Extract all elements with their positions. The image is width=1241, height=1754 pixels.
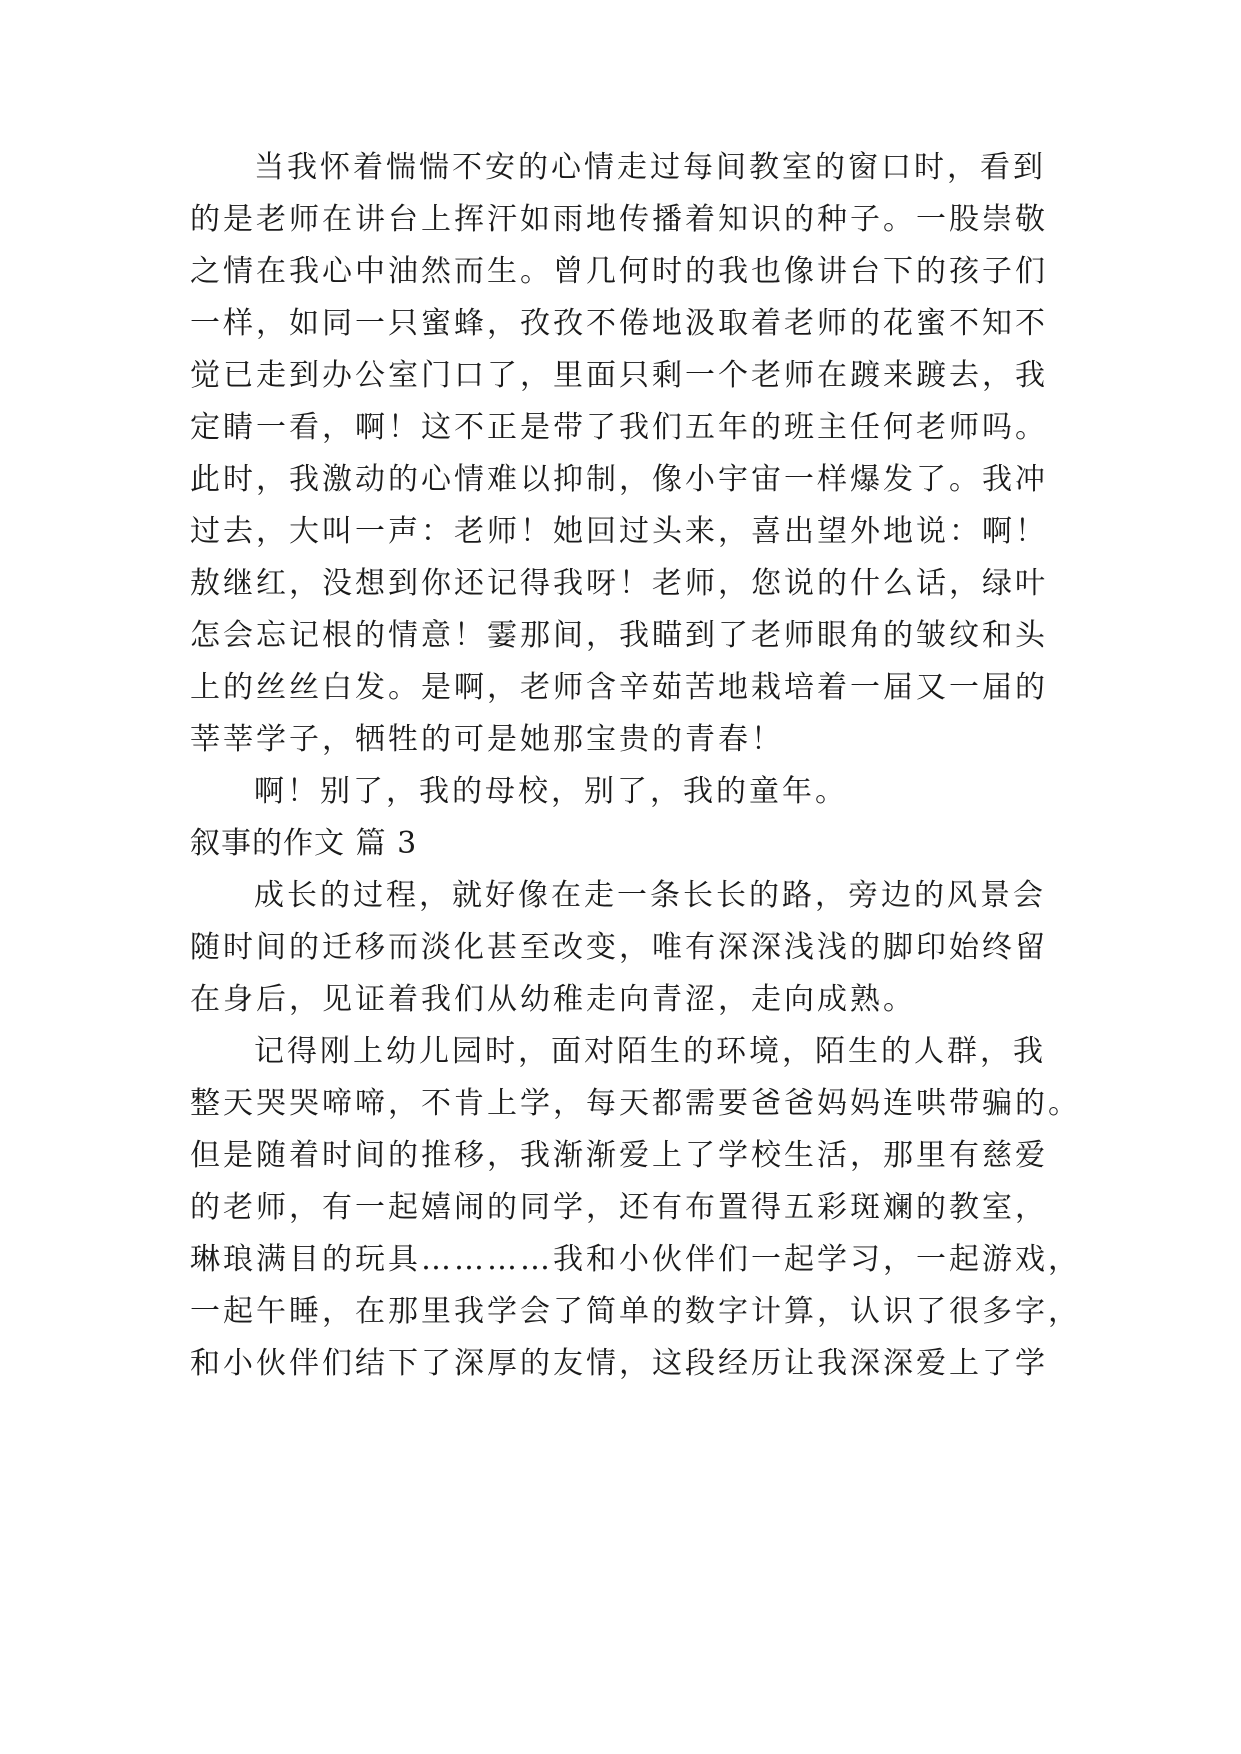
paragraph-line: 定睛一看，啊！这不正是带了我们五年的班主任何老师吗。 (190, 410, 1048, 445)
paragraph-line: 随时间的迁移而淡化甚至改变，唯有深深浅浅的脚印始终留 (190, 930, 1048, 965)
paragraph-line: 敖继红，没想到你还记得我呀！老师，您说的什么话，绿叶 (190, 566, 1048, 601)
paragraph-line: 上的丝丝白发。是啊，老师含辛茹苦地栽培着一届又一届的 (190, 670, 1048, 705)
paragraph-line: 一起午睡，在那里我学会了简单的数字计算，认识了很多字， (190, 1294, 1081, 1329)
paragraph-line: 之情在我心中油然而生。曾几何时的我也像讲台下的孩子们 (190, 254, 1048, 289)
paragraph-line: 莘莘学子，牺牲的可是她那宝贵的青春！ (190, 722, 784, 757)
paragraph-line: 的是老师在讲台上挥汗如雨地传播着知识的种子。一股崇敬 (190, 202, 1048, 237)
paragraph-line: 但是随着时间的推移，我渐渐爱上了学校生活，那里有慈爱 (190, 1138, 1048, 1173)
paragraph-line: 此时，我激动的心情难以抑制，像小宇宙一样爆发了。我冲 (190, 462, 1048, 497)
paragraph-line: 整天哭哭啼啼，不肯上学，每天都需要爸爸妈妈连哄带骗的。 (190, 1086, 1081, 1121)
paragraph-line: 的老师，有一起嬉闹的同学，还有布置得五彩斑斓的教室， (190, 1190, 1048, 1225)
paragraph-line: 当我怀着惴惴不安的心情走过每间教室的窗口时，看到 (254, 150, 1046, 185)
paragraph-line: 啊！别了，我的母校，别了，我的童年。 (254, 774, 848, 809)
paragraph-line: 和小伙伴们结下了深厚的友情，这段经历让我深深爱上了学 (190, 1346, 1048, 1381)
paragraph-line: 怎会忘记根的情意！霎那间，我瞄到了老师眼角的皱纹和头 (190, 618, 1048, 653)
section-heading: 叙事的作文 篇 3 (190, 826, 418, 861)
paragraph-line: 觉已走到办公室门口了，里面只剩一个老师在踱来踱去，我 (190, 358, 1048, 393)
paragraph-line: 在身后，见证着我们从幼稚走向青涩，走向成熟。 (190, 982, 916, 1017)
paragraph-line: 一样，如同一只蜜蜂，孜孜不倦地汲取着老师的花蜜不知不 (190, 306, 1048, 341)
paragraph-line: 琳琅满目的玩具…………我和小伙伴们一起学习，一起游戏， (190, 1242, 1081, 1277)
paragraph-line: 过去，大叫一声：老师！她回过头来，喜出望外地说：啊！ (190, 514, 1048, 549)
paragraph-line: 成长的过程，就好像在走一条长长的路，旁边的风景会 (254, 878, 1046, 913)
paragraph-line: 记得刚上幼儿园时，面对陌生的环境，陌生的人群，我 (254, 1034, 1046, 1069)
